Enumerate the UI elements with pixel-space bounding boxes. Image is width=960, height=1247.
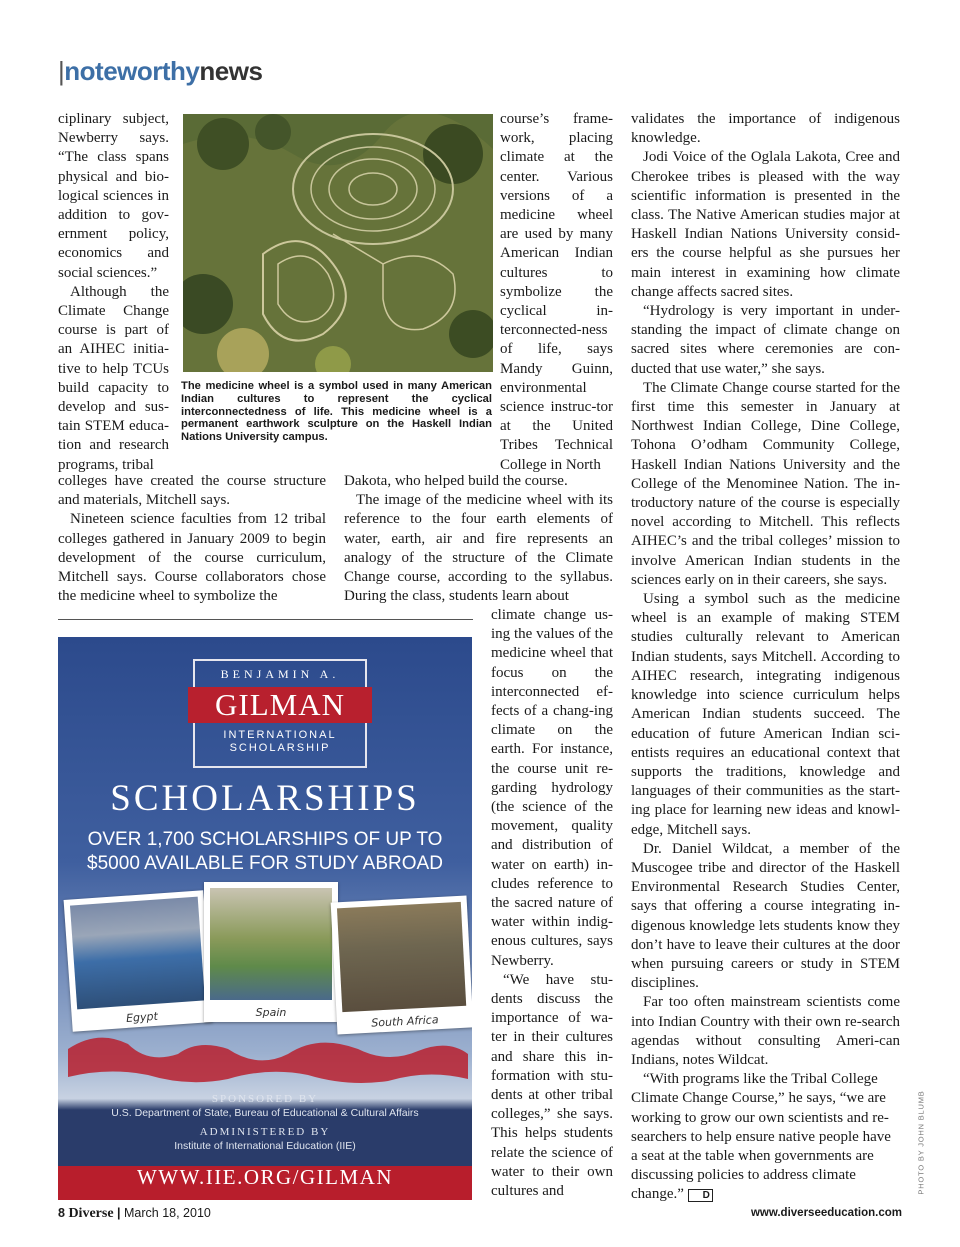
ad-administrator: Institute of International Education (IIE): [174, 1140, 356, 1152]
col3-paragraph: [631, 1070, 900, 1204]
col1-wide: [58, 472, 326, 606]
photo-caption: The medicine wheel is a symbol used in many American Indian cultures to represent the cyclical interconnectedness of life. This medicine wheel is a permanent earthwork sculpture on the Haskell Indian Nations University campus.: [181, 380, 492, 444]
col2-paragraph: Dakota, who helped build the course.: [344, 473, 568, 489]
ad-gilman: GILMAN: [188, 687, 372, 723]
col3-paragraph: validates the importance of indigenous knowledge.: [631, 111, 900, 147]
col2-paragraph: course’s frame-work, placing climate at the center. Various versions of a medicine wheel are used by many American Indian cultures to symbolize the cyclical in-terconnected-ness of life, says Mandy Guinn, environmental science instruc-tor at the United Tribes Technical College in North: [500, 111, 613, 473]
south-africa-photo-image: [337, 902, 466, 1012]
col2-paragraph: climate change us-ing the values of the medicine wheel that focus on the interconnected ef-fects of a chang-ing climate on the earth. For instance, the course unit re-garding hydrology (the science of the movement, quality and distribution of water on earth) in-cludes reference to the sacred nature of water within indig-enous cultures, says Newberry.: [491, 607, 613, 969]
col3: [631, 110, 900, 1205]
page-number: 8: [58, 1206, 65, 1220]
col2-paragraph: “We have stu-dents discuss the importance of wa-ter in their cultures and share this in-formation with stu-dents at other tribal colleges,” she says. This helps students relate the science of water to their own cultures and: [491, 971, 613, 1200]
photo-credit: [906, 1090, 936, 1200]
ad-photo-label: Spain: [255, 1006, 287, 1019]
website-link[interactable]: www.diverseeducation.com: [750, 1207, 902, 1219]
ad-sponsors: [58, 1092, 472, 1153]
ad-sponsored-by: SPONSORED BY: [211, 1093, 319, 1105]
col3-paragraph: Jodi Voice of the Oglala Lakota, Cree and Cherokee tribes is pleased with the way scientific information is presented in the class. The Native American studies major at Haskell Indian Nations University consid-ers the course helpful as she pursues her main interest in examining how climate change affects sacred sites.: [631, 149, 900, 300]
footer-separator: |: [117, 1206, 121, 1220]
col1-paragraph: Although the Climate Change course is part of an AIHEC initia-tive to help TCUs build capacity to develop and sus-tain STEM educa-tion and research programs, tribal: [58, 283, 169, 473]
ad-scholarship: SCHOLARSHIP: [229, 742, 331, 754]
col1-paragraph: colleges have created the course structure and materials, Mitchell says.: [58, 473, 326, 509]
world-map-icon: [58, 1009, 472, 1089]
footer-left: [58, 1206, 211, 1222]
col3-paragraph: Far too often mainstream scientists come into Indian Country with their own re-search agendas without consulting Ameri-can Indians, notes Wildcat.: [631, 994, 900, 1068]
medicine-wheel-photo: [183, 114, 493, 372]
end-mark-icon: D: [688, 1189, 713, 1202]
col3-last-text: “With programs like the Tribal College Climate Change Course,” he says, “we are working to grow our own scientists and re-searchers to help ensure native people have a seat at the table when governments are discussing policies to address climate change.”: [631, 1071, 891, 1203]
section-header: [58, 56, 262, 87]
ad-scholarships-title: SCHOLARSHIPS: [110, 778, 420, 819]
col2-wide: [344, 472, 613, 606]
publication-name: Diverse: [68, 1206, 114, 1221]
col3-paragraph: “Hydrology is very important in under-standing the impact of climate change on sacred sites where ceremonies are con-ducted that use water,” she says.: [631, 303, 900, 377]
ad-international-scholarship: [195, 729, 365, 755]
header-noteworthy: noteworthy: [64, 56, 200, 86]
egypt-photo-image: [70, 897, 205, 1010]
issue-date: March 18, 2010: [124, 1206, 211, 1220]
ad-offer-line1: OVER 1,700 SCHOLARSHIPS OF UP TO: [87, 829, 443, 850]
col1-paragraph: ciplinary subject, Newberry says. “The class spans physical and bio-logical sciences in addition to gov-ernment policy, economics and social sciences.”: [58, 111, 169, 281]
ad-divider: [58, 619, 473, 620]
ad-photo-spain: [204, 882, 338, 1022]
col3-paragraph: The Climate Change course started for the first time this semester in January at Northwest Indian College, Dine College, Tohona O’odham Community College, Haskell Indian Nations University and the College of the Menominee Nation. The in-troductory nature of the course is especially novel according to Mitchell. This reflects AIHEC’s and the tribal colleges’ mission to involve American Indian students in the sciences early on in their careers, she says.: [631, 379, 900, 588]
spain-photo-image: [210, 888, 332, 1000]
col2-narrow-top: [500, 110, 613, 475]
ad-international: INTERNATIONAL: [223, 729, 337, 741]
header-bar: |: [58, 56, 65, 86]
col2-paragraph: The image of the medicine wheel with its reference to the four earth elements of water, earth, air and fire represents an analogy of the structure of the Climate Change course, according to the syllabus. During the class, students learn about: [344, 492, 613, 605]
col2-narrow-bottom: [491, 606, 613, 1201]
col3-paragraph: Dr. Daniel Wildcat, a member of the Muscogee tribe and director of the Haskell Environmental Research Studies Center, says that offering a course integrating in-digenous knowledge lets students know they don’t have to leave their cultures at the door when pursuing careers or study in STEM disciplines.: [631, 840, 900, 992]
ad-benjamin: BENJAMIN A.: [220, 667, 340, 681]
photo-credit-text: PHOTO BY JOHN BLUMB: [916, 1090, 926, 1195]
ad-photo-label: Egypt: [125, 1009, 159, 1025]
ad-offer-line2: $5000 AVAILABLE FOR STUDY ABROAD: [87, 853, 443, 874]
ad-administered-by: ADMINISTERED BY: [199, 1126, 331, 1138]
col3-paragraph: Using a symbol such as the medicine wheel is an example of making STEM studies culturally relevant to American Indian students, says Mitchell. According to AIHEC research, integrating indigenous knowledge into science curriculum helps American Indian students succeed. The education of future American Indian sci-entists requires an educational context that supports the traditions, knowledge and languages of their communities as the start-ing place for learning new ideas and knowl-edge, Mitchell says.: [631, 591, 900, 838]
ad-offer: [58, 828, 472, 876]
gilman-logo: [193, 659, 367, 768]
header-news: news: [199, 56, 263, 86]
col1-narrow: [58, 110, 169, 475]
gilman-scholarship-ad[interactable]: [58, 637, 472, 1200]
ad-photo-label: South Africa: [371, 1013, 439, 1030]
ad-url-link[interactable]: WWW.IIE.ORG/GILMAN: [136, 1165, 393, 1189]
col1-paragraph: Nineteen science faculties from 12 tribal colleges gathered in January 2009 to begin development of the course curriculum, Mitchell says. Course collaborators chose the medicine wheel to symbolize the: [58, 511, 326, 605]
medicine-wheel-image: [183, 114, 493, 372]
ad-sponsor: U.S. Department of State, Bureau of Educational & Cultural Affairs: [111, 1107, 419, 1119]
